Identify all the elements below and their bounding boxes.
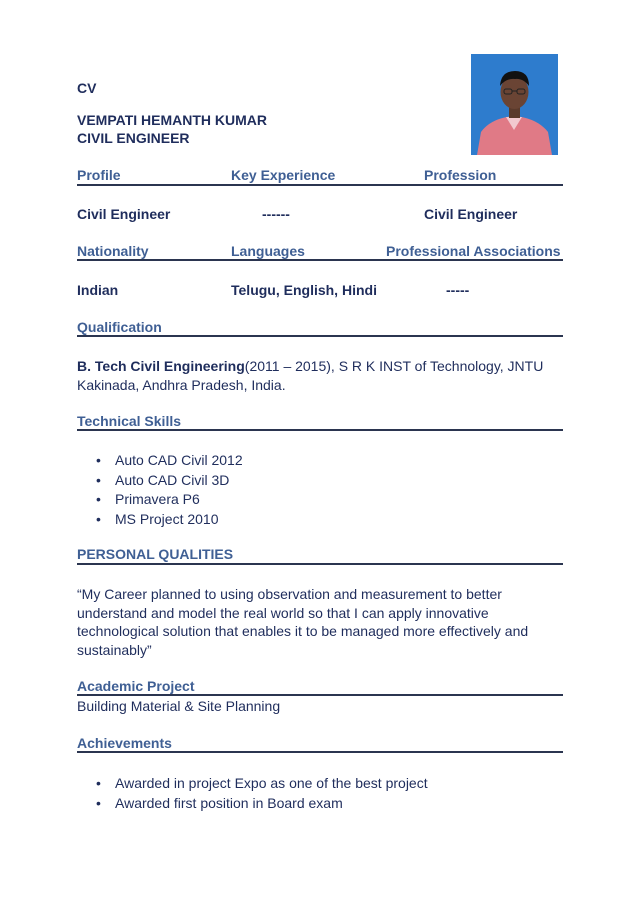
achievements-heading: Achievements bbox=[77, 735, 172, 751]
personal-qualities-heading: PERSONAL QUALITIES bbox=[77, 546, 234, 562]
qualification-location: Kakinada, Andhra Pradesh, India. bbox=[77, 376, 286, 393]
candidate-title: CIVIL ENGINEER bbox=[77, 130, 190, 146]
bullet-icon: • bbox=[96, 510, 101, 527]
divider-rule bbox=[77, 259, 563, 261]
achievements-list bbox=[77, 774, 563, 813]
associations-value: ----- bbox=[446, 282, 470, 298]
languages-heading: Languages bbox=[231, 243, 305, 259]
divider-rule bbox=[77, 563, 563, 565]
doc-label: CV bbox=[77, 80, 97, 96]
bullet-icon: • bbox=[96, 775, 101, 791]
qualification-details: (2011 – 2015), S R K INST of Technology, JNTU bbox=[244, 358, 544, 374]
divider-rule bbox=[77, 429, 563, 431]
candidate-name: VEMPATI HEMANTH KUMAR bbox=[77, 112, 268, 128]
profession-value: Civil Engineer bbox=[424, 206, 518, 222]
key-experience-heading: Key Experience bbox=[231, 167, 336, 183]
key-experience-value: ------ bbox=[262, 206, 290, 222]
profile-heading: Profile bbox=[77, 167, 121, 183]
bullet-icon: • bbox=[96, 794, 101, 811]
list-item: • MS Project 2010 bbox=[96, 510, 219, 527]
academic-project-text: Building Material & Site Planning bbox=[77, 698, 281, 714]
associations-heading: Professional Associations bbox=[386, 243, 561, 259]
list-item: • Primavera P6 bbox=[96, 491, 200, 507]
list-item: • Awarded in project Expo as one of the best project bbox=[96, 775, 428, 791]
profile-value: Civil Engineer bbox=[77, 206, 171, 222]
bullet-icon: • bbox=[96, 491, 101, 507]
qualification-text bbox=[77, 357, 563, 394]
academic-project-heading: Academic Project bbox=[77, 678, 195, 694]
personal-qualities-text: “My Career planned to using observation and measurement to better understand and model the real world so that I can apply innovative technological solution that enables it to be managed more effectively and sustainably” bbox=[77, 586, 529, 658]
profession-heading: Profession bbox=[424, 167, 497, 183]
languages-value: Telugu, English, Hindi bbox=[231, 282, 377, 298]
nationality-value: Indian bbox=[77, 282, 119, 298]
technical-skills-list bbox=[77, 451, 563, 529]
technical-skills-heading: Technical Skills bbox=[77, 413, 182, 429]
bullet-icon: • bbox=[96, 471, 101, 488]
divider-rule bbox=[77, 751, 563, 753]
divider-rule bbox=[77, 184, 563, 186]
divider-rule bbox=[77, 335, 563, 337]
person-portrait-icon bbox=[471, 54, 558, 155]
qualification-degree: B. Tech Civil Engineering bbox=[77, 358, 245, 374]
list-item: • Awarded first position in Board exam bbox=[96, 794, 343, 811]
divider-rule bbox=[77, 694, 563, 696]
profile-photo bbox=[471, 54, 558, 155]
nationality-heading: Nationality bbox=[77, 243, 149, 259]
list-item: • Auto CAD Civil 3D bbox=[96, 471, 230, 488]
qualification-heading: Qualification bbox=[77, 319, 162, 335]
list-item: • Auto CAD Civil 2012 bbox=[96, 452, 243, 468]
bullet-icon: • bbox=[96, 452, 101, 468]
